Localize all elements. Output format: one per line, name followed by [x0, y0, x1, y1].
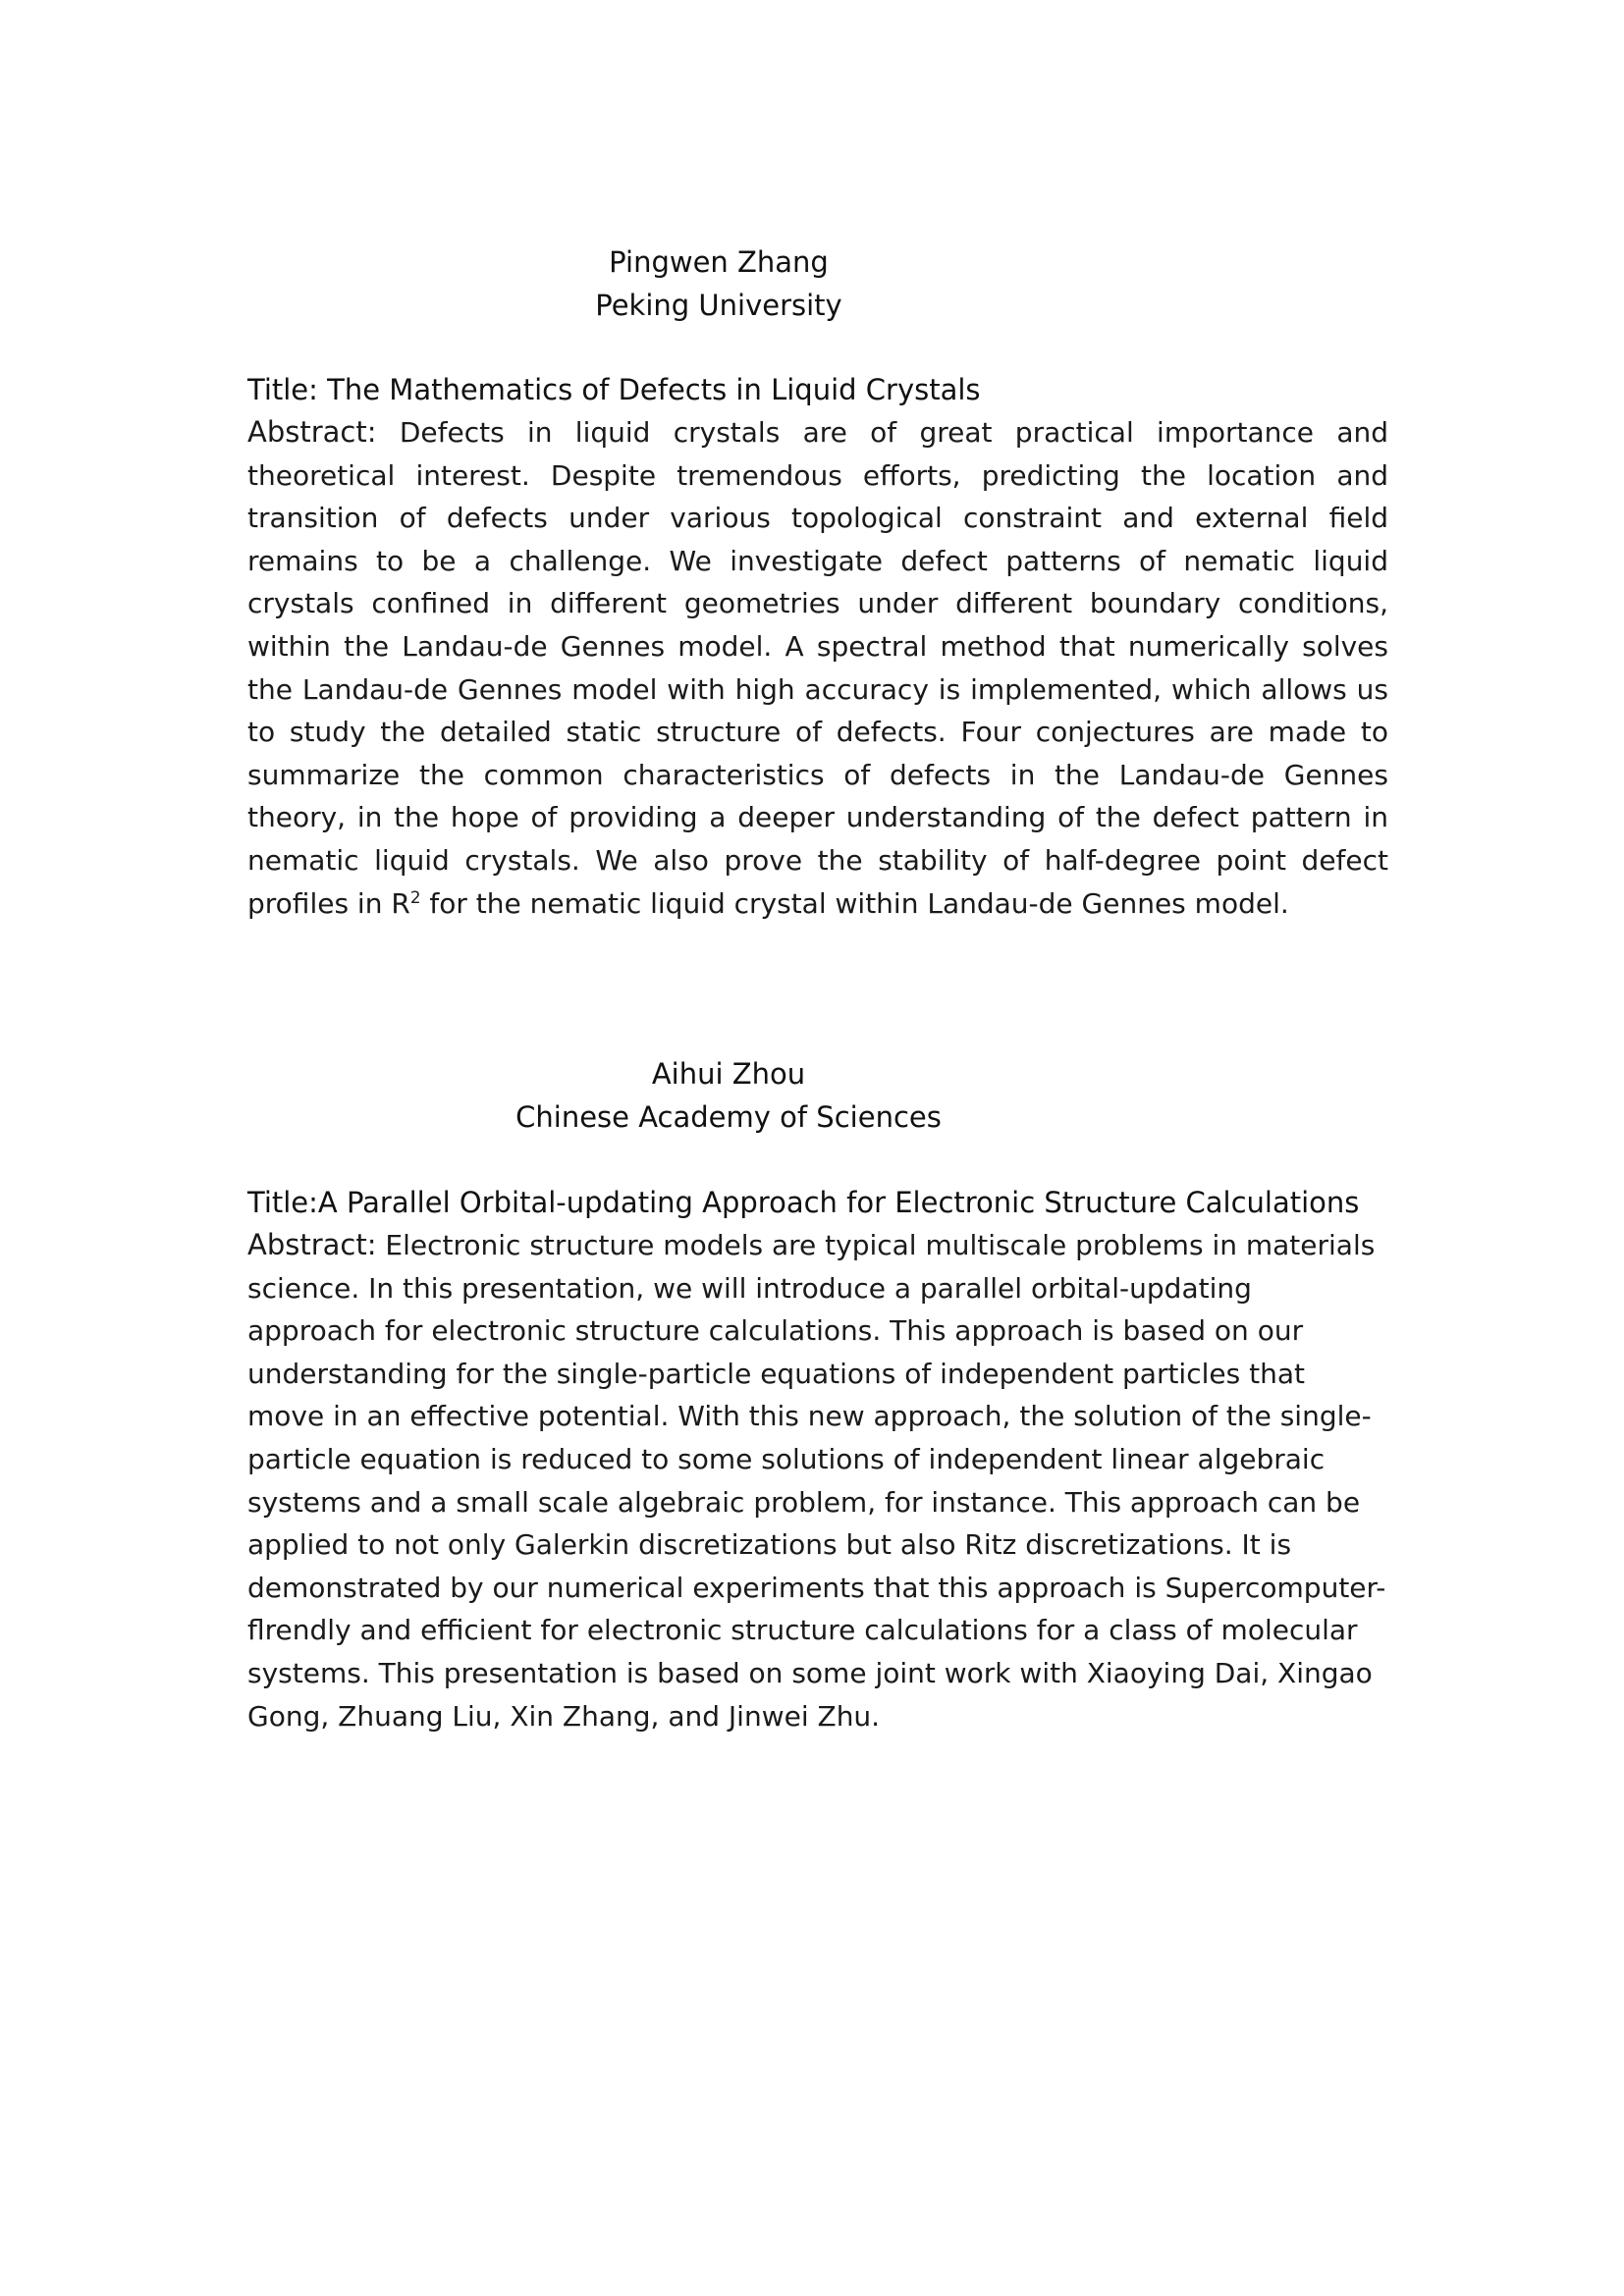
talk-abstract [247, 411, 1388, 925]
abstract-text-continued: for the nematic liquid crystal within Landau-de Gennes model. [420, 886, 1289, 920]
abstract-label: Abstract: [247, 1228, 377, 1261]
speaker-name: Aihui Zhou [651, 1057, 806, 1091]
talk-title: Title:A Parallel Orbital-updating Approach for Electronic Structure Calculations [247, 1186, 1360, 1219]
talk-title: Title: The Mathematics of Defects in Liquid Crystals [247, 373, 981, 406]
abstract-label: Abstract: [247, 415, 377, 449]
abstract-text: Defects in liquid crystals are of great practical importance and theoretical interest. Despite tremendous efforts, predicting the location and transition of defects under various topological constraint and external field remains to be a challenge. We investigate defect patterns of nematic liquid crystals confined in different geometries under different boundary conditions, within the Landau-de Gennes model. A spectral method that numerically solves the Landau-de Gennes model with high accuracy is implemented, which allows us to study the detailed static structure of defects. Four conjectures are made to summarize the common characteristics of defects in the Landau-de Gennes theory, in the hope of providing a deeper understanding of the defect pattern in nematic liquid crystals. We also prove the stability of half-degree point defect profiles in R [247, 416, 1388, 920]
abstract-superscript: 2 [409, 886, 421, 907]
speaker-block [247, 1052, 1210, 1139]
speaker-block [247, 240, 1190, 327]
talk-entry [247, 1052, 1388, 1737]
speaker-affiliation: Chinese Academy of Sciences [515, 1100, 942, 1134]
talk-abstract [247, 1224, 1388, 1737]
speaker-name: Pingwen Zhang [609, 245, 829, 279]
talk-entry [247, 240, 1388, 925]
speaker-affiliation: Peking University [595, 289, 842, 322]
abstract-text: Electronic structure models are typical multiscale problems in materials science. In this presentation, we will introduce a parallel orbital-updating approach for electronic structure calculations. This approach is based on our understanding for the single-particle equations of independent particles that move in an effective potential. With this new approach, the solution of the single-particle equation is reduced to some solutions of independent linear algebraic systems and a small scale algebraic problem, for instance. This approach can be applied to not only Galerkin discretizations but also Ritz discretizations. It is demonstrated by our numerical experiments that this approach is Supercomputer- flrendly and efficient for electronic structure calculations for a class of molecular systems. This presentation is based on some joint work with Xiaoying Dai, Xingao Gong, Zhuang Liu, Xin Zhang, and Jinwei Zhu. [247, 1229, 1386, 1733]
